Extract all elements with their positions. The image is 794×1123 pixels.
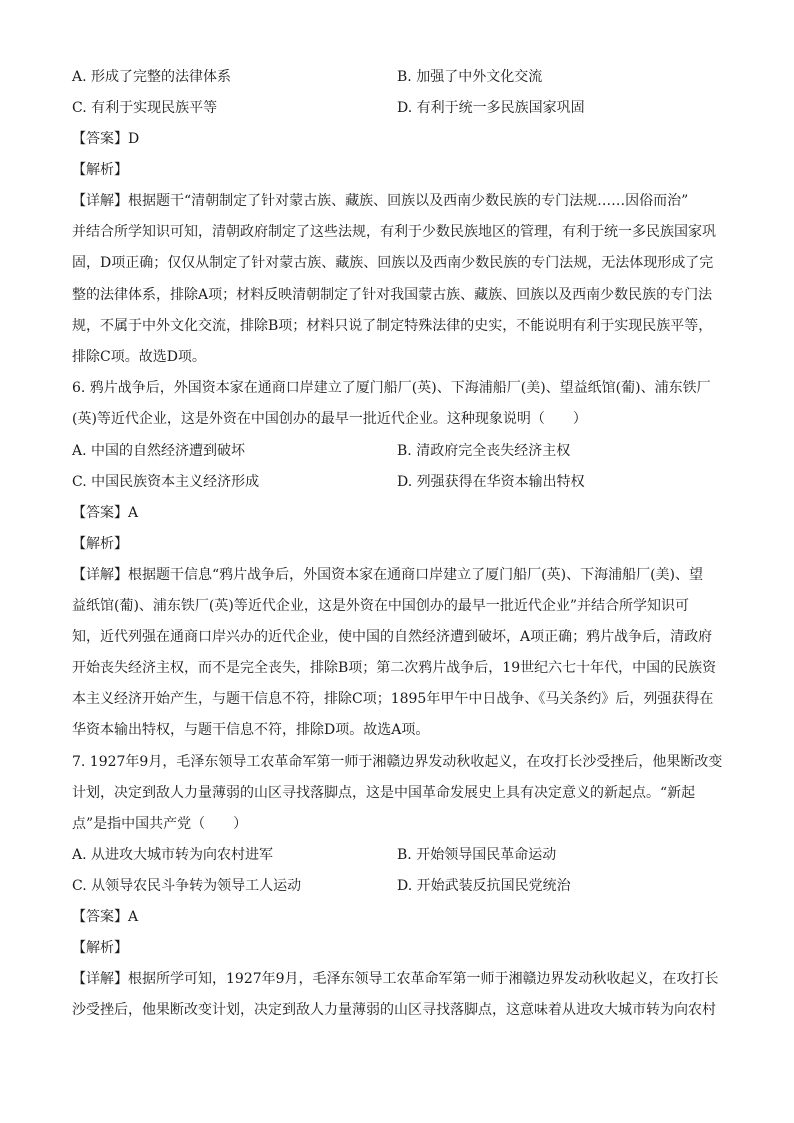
q7-options-row-2 — [72, 871, 722, 902]
q5-option-b: B. 加强了中外文化交流 — [397, 69, 543, 85]
q6-detail-line: 开始丧失经济主权，而不是完全丧失，排除B项；第二次鸦片战争后，19世纪六七十年代，中国的民族资 — [72, 660, 717, 677]
q7-options-row-1 — [72, 840, 722, 871]
q7-stem-line: 计划，决定到敌人力量薄弱的山区寻找落脚点，这是中国革命发展史上具有决定意义的新起点。“新起 — [72, 784, 696, 801]
q7-detail-line: 沙受挫后，他果断改变计划，决定到敌人力量薄弱的山区寻找落脚点，这意味着从进攻大城市转为向农村 — [72, 1002, 716, 1019]
q5-detail-line: 整的法律体系，排除A项；材料反映清朝制定了针对我国蒙古族、藏族、回族以及西南少数民族的专门法 — [72, 286, 713, 303]
q7-stem-line: 7. 1927年9月，毛泽东领导工农革命军第一师于湘赣边界发动秋收起义，在攻打长沙受挫后，他果断改变 — [72, 753, 722, 770]
q7-detail-line: 【详解】根据所学可知，1927年9月，毛泽东领导工农革命军第一师于湘赣边界发动秋收起义，在攻打长 — [72, 971, 719, 988]
q6-detail-line: 【详解】根据题干信息“鸦片战争后，外国资本家在通商口岸建立了厦门船厂(英)、下海浦船厂(美)、望 — [72, 566, 704, 583]
q6-option-d: D. 列强获得在华资本输出特权 — [397, 473, 585, 490]
q5-options-row-2 — [72, 93, 722, 124]
q7-option-a: A. 从进攻大城市转为向农村进军 — [72, 847, 274, 864]
q7-answer: 【答案】A — [72, 909, 139, 926]
q5-detail-line: 并结合所学知识可知，清朝政府制定了这些法规，有利于少数民族地区的管理，有利于统一多民族国家巩 — [72, 224, 716, 241]
q6-stem — [72, 373, 722, 435]
q6-detail — [72, 560, 722, 747]
q6-analysis-label: 【解析】 — [72, 535, 128, 552]
q5-detail — [72, 186, 722, 373]
q7-option-b: B. 开始领导国民革命运动 — [397, 847, 557, 864]
q7-detail — [72, 964, 722, 1026]
q5-answer: 【答案】D — [72, 131, 140, 147]
q7-option-d: D. 开始武装反抗国民党统治 — [397, 878, 571, 895]
q7-stem — [72, 747, 722, 841]
q6-stem-line: (英)等近代企业，这是外资在中国创办的最早一批近代企业。这种现象说明（ ） — [72, 411, 587, 428]
q6-option-a: A. 中国的自然经济遭到破坏 — [72, 442, 246, 459]
q5-option-c: C. 有利于实现民族平等 — [72, 100, 218, 116]
q5-detail-line: 规，不属于中外文化交流，排除B项；材料只说了制定特殊法律的史实，不能说明有利于实现民族平等， — [72, 317, 713, 334]
q6-option-c: C. 中国民族资本主义经济形成 — [72, 473, 260, 490]
q6-detail-line: 华资本输出特权，与题干信息不符，排除D项。故选A项。 — [72, 722, 430, 739]
q7-option-c: C. 从领导农民斗争转为领导工人运动 — [72, 878, 302, 895]
q6-stem-line: 6. 鸦片战争后，外国资本家在通商口岸建立了厦门船厂(英)、下海浦船厂(美)、望益纸馆(葡)、浦东铁厂 — [72, 380, 711, 397]
q7-stem-line: 点”是指中国共产党（ ） — [72, 816, 248, 832]
q5-options-row-1 — [72, 62, 722, 93]
q5-analysis-label: 【解析】 — [72, 162, 128, 178]
q6-options-row-2 — [72, 467, 722, 498]
q5-option-d: D. 有利于统一多民族国家巩固 — [397, 100, 585, 116]
q6-detail-line: 本主义经济开始产生，与题干信息不符，排除C项；1895年甲午中日战争、《马关条约》后，列强获得在 — [72, 691, 714, 708]
q6-options-row-1 — [72, 436, 722, 467]
q5-option-a: A. 形成了完整的法律体系 — [72, 69, 232, 85]
q5-detail-line: 【详解】根据题干“清朝制定了针对蒙古族、藏族、回族以及西南少数民族的专门法规……因俗而治” — [72, 193, 689, 209]
q5-detail-line: 排除C项。故选D项。 — [72, 348, 206, 365]
document-page — [72, 62, 722, 1027]
q7-analysis-label: 【解析】 — [72, 940, 128, 957]
q6-detail-line: 益纸馆(葡)、浦东铁厂(英)等近代企业，这是外资在中国创办的最早一批近代企业”并结合所学知识可 — [72, 597, 690, 614]
q6-option-b: B. 清政府完全丧失经济主权 — [397, 442, 571, 459]
q5-detail-line: 固，D项正确；仅仅从制定了针对蒙古族、藏族、回族以及西南少数民族的专门法规，无法体现形成了完 — [72, 255, 714, 272]
q6-answer: 【答案】A — [72, 504, 139, 521]
q6-detail-line: 知，近代列强在通商口岸兴办的近代企业，使中国的自然经济遭到破坏，A项正确；鸦片战争后，清政府 — [72, 628, 713, 645]
